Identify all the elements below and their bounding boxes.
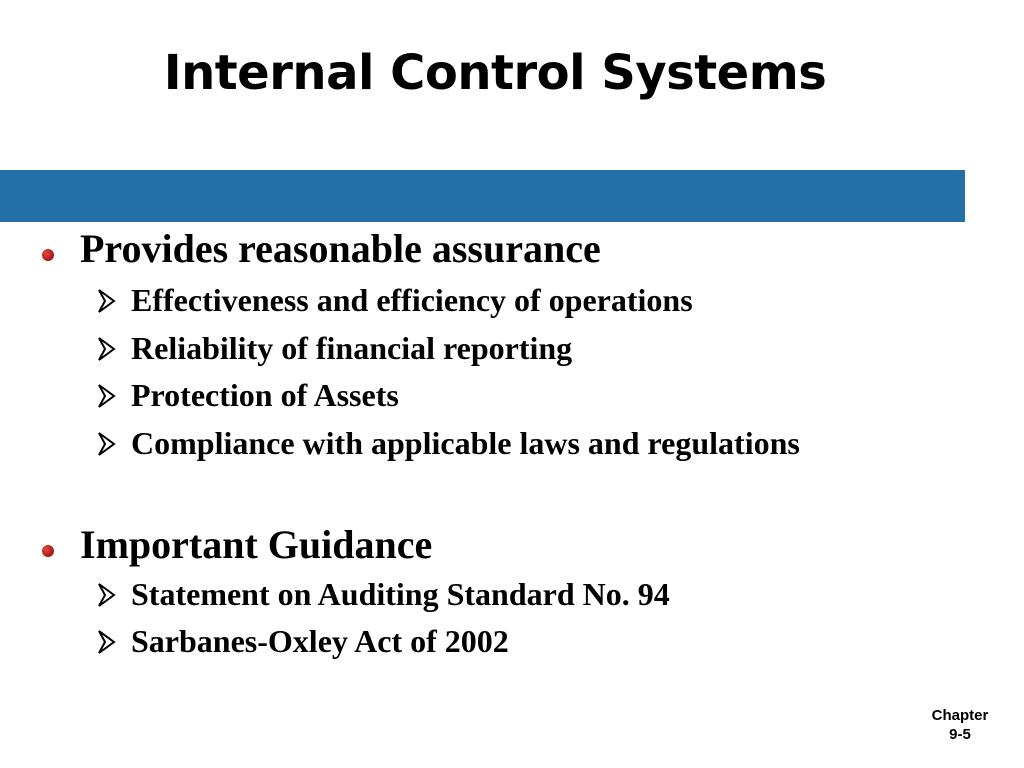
sub-item-label: Compliance with applicable laws and regulations bbox=[131, 425, 800, 461]
footer-page-number: 9-5 bbox=[949, 726, 971, 743]
sub-item-sas-94 bbox=[0, 571, 1024, 617]
sub-item-label: Statement on Auditing Standard No. 94 bbox=[131, 576, 670, 612]
sub-item-effectiveness bbox=[0, 277, 1024, 323]
sub-item-label: Protection of Assets bbox=[131, 377, 399, 413]
chapter-footer bbox=[910, 706, 1010, 744]
sub-item-label: Reliability of financial reporting bbox=[131, 330, 573, 366]
arrowhead-icon bbox=[96, 580, 118, 610]
bullet-provides-reasonable-assurance: Provides reasonable assurance bbox=[80, 226, 601, 271]
sub-item-sarbanes-oxley bbox=[0, 618, 1024, 664]
arrowhead-icon bbox=[96, 334, 118, 364]
arrowhead-icon bbox=[96, 286, 118, 316]
sub-item-protection bbox=[0, 372, 1024, 418]
slide-title: Internal Control Systems bbox=[163, 45, 827, 101]
red-dot-icon bbox=[42, 249, 54, 261]
sub-item-label: Sarbanes-Oxley Act of 2002 bbox=[131, 623, 509, 659]
footer-chapter-label: Chapter bbox=[931, 707, 989, 724]
sub-item-compliance bbox=[0, 420, 1024, 466]
arrowhead-icon bbox=[96, 381, 118, 411]
sub-item-label: Effectiveness and efficiency of operations bbox=[131, 282, 693, 318]
arrowhead-icon bbox=[96, 429, 118, 459]
red-dot-icon bbox=[42, 545, 54, 557]
bullet-important-guidance: Important Guidance bbox=[80, 522, 433, 567]
arrowhead-icon bbox=[96, 627, 118, 657]
sub-item-reliability bbox=[0, 325, 1024, 371]
